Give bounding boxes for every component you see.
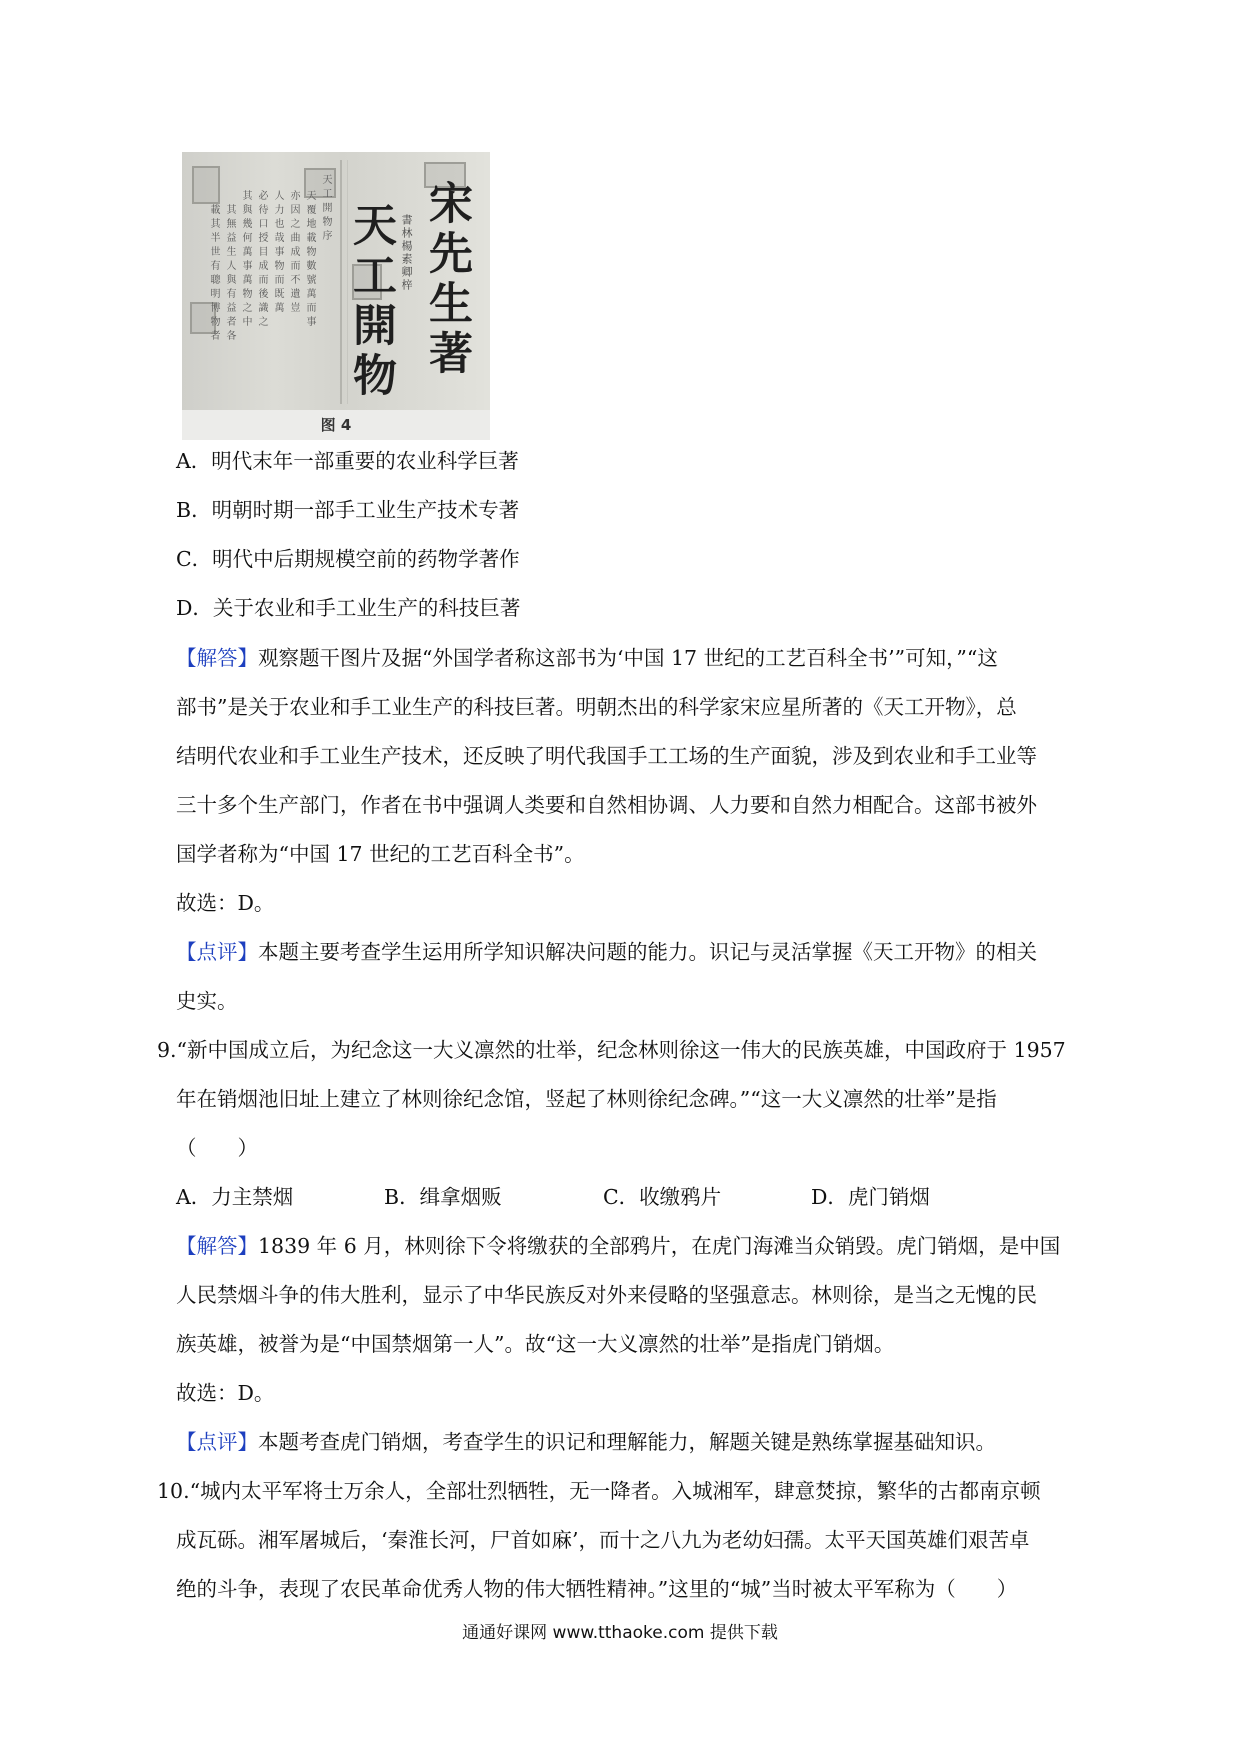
seal-stamp bbox=[192, 166, 220, 204]
q9-answer-line: 人民禁烟斗争的伟大胜利，显示了中华民族反对外来侵略的坚强意志。林则徐，是当之无愧的民 bbox=[176, 1283, 1037, 1307]
comment-tag: 【点评】 bbox=[176, 1430, 258, 1454]
answer-tag: 【解答】 bbox=[176, 1234, 258, 1258]
q8-comment-line bbox=[176, 937, 1037, 967]
preface-text-column: 其無益生人與有益者各 bbox=[224, 204, 235, 344]
q8-option-a: A．明代末年一部重要的农业科学巨著 bbox=[176, 449, 519, 473]
q9-answer-line: 族英雄，被誉为是“中国禁烟第一人”。故“这一大义凛然的壮举”是指虎门销烟。 bbox=[176, 1332, 895, 1356]
answer-text: 1839 年 6 月，林则徐下令将缴获的全部鸦片，在虎门海滩当众销毁。虎门销烟，是中国 bbox=[258, 1234, 1061, 1258]
q8-answer-line: 国学者称为“中国 17 世纪的工艺百科全书”。 bbox=[176, 842, 585, 866]
book-title-column-1: 宋先生著 bbox=[421, 180, 472, 380]
q10-stem-line: 绝的斗争，表现了农民革命优秀人物的伟大牺牲精神。”这里的“城”当时被太平军称为（ ） bbox=[176, 1577, 1018, 1601]
q8-answer-line: 结明代农业和手工业生产技术，还反映了明代我国手工工场的生产面貌，涉及到农业和手工业等 bbox=[176, 744, 1037, 768]
q8-answer-line bbox=[176, 643, 998, 673]
q8-answer-line: 部书”是关于农业和手工业生产的科技巨著。明朝杰出的科学家宋应星所著的《天工开物》，总 bbox=[176, 695, 1017, 719]
preface-text-column: 人力也哉事物而既萬 bbox=[272, 190, 283, 316]
q8-option-c: C．明代中后期规模空前的药物学著作 bbox=[176, 547, 520, 571]
q9-option-d: D．虎门销烟 bbox=[811, 1185, 930, 1209]
q9-stem-line: 9.“新中国成立后，为纪念这一大义凛然的壮举，纪念林则徐这一伟大的民族英雄，中国政府于 1957 bbox=[157, 1038, 1066, 1062]
comment-text: 本题主要考查学生运用所学知识解决问题的能力。识记与灵活掌握《天工开物》的相关 bbox=[258, 940, 1037, 964]
q9-answer-line bbox=[176, 1231, 1060, 1261]
page-footer: 通通好课网 www.tthaoke.com 提供下载 bbox=[462, 1623, 778, 1643]
q9-choice: 故选：D。 bbox=[176, 1381, 275, 1405]
q9-option-c: C．收缴鸦片 bbox=[603, 1185, 722, 1209]
q8-choice: 故选：D。 bbox=[176, 891, 275, 915]
q10-stem-line: 10.“城内太平军将士万余人，全部壮烈牺牲，无一降者。入城湘军，肆意焚掠，繁华的古都南京顿 bbox=[157, 1479, 1041, 1503]
page-fold-line bbox=[340, 160, 342, 404]
q8-option-d: D．关于农业和手工业生产的科技巨著 bbox=[176, 596, 521, 620]
q9-stem-line: 年在销烟池旧址上建立了林则徐纪念馆，竖起了林则徐纪念碑。”“这一大义凛然的壮举”是指 bbox=[176, 1087, 997, 1111]
q9-comment-line bbox=[176, 1427, 996, 1457]
q8-option-b: B．明朝时期一部手工业生产技术专著 bbox=[176, 498, 520, 522]
preface-text-column: 天工開物序 bbox=[320, 174, 331, 244]
preface-text-column: 天覆地載物數號萬而事 bbox=[304, 190, 315, 330]
preface-text-column: 載其半世有聰明博物者 bbox=[208, 204, 219, 344]
answer-tag: 【解答】 bbox=[176, 646, 258, 670]
q9-option-a: A．力主禁烟 bbox=[176, 1185, 294, 1209]
q8-answer-line: 三十多个生产部门，作者在书中强调人类要和自然相协调、人力要和自然力相配合。这部书被外 bbox=[176, 793, 1037, 817]
preface-text-column: 亦因之曲成而不遺豈 bbox=[288, 190, 299, 316]
q10-stem-line: 成瓦砾。湘军屠城后，‘秦淮长河，尸首如麻’，而十之八九为老幼妇孺。太平天国英雄们艰苦卓 bbox=[176, 1528, 1030, 1552]
answer-text: 观察题干图片及据“外国学者称这部书为‘中国 17 世纪的工艺百科全书’”可知，”“这 bbox=[258, 646, 998, 670]
q9-option-b: B．缉拿烟贩 bbox=[384, 1185, 502, 1209]
book-scan-image bbox=[182, 152, 490, 410]
q9-blank: （ ） bbox=[176, 1136, 258, 1160]
figure-caption: 图 4 bbox=[320, 416, 352, 434]
comment-text: 本题考查虎门销烟，考查学生的识记和理解能力，解题关键是熟练掌握基础知识。 bbox=[258, 1430, 996, 1454]
comment-tag: 【点评】 bbox=[176, 940, 258, 964]
preface-text-column: 其與幾何萬事萬物之中 bbox=[240, 190, 251, 330]
book-title-column-2: 天工開物 bbox=[345, 202, 396, 402]
publisher-column: 書林楊素卿梓 bbox=[400, 214, 413, 292]
preface-text-column: 必待口授目成而後識之 bbox=[256, 190, 267, 330]
figure-4-book-scan bbox=[182, 152, 490, 440]
q8-comment-line: 史实。 bbox=[176, 989, 238, 1013]
